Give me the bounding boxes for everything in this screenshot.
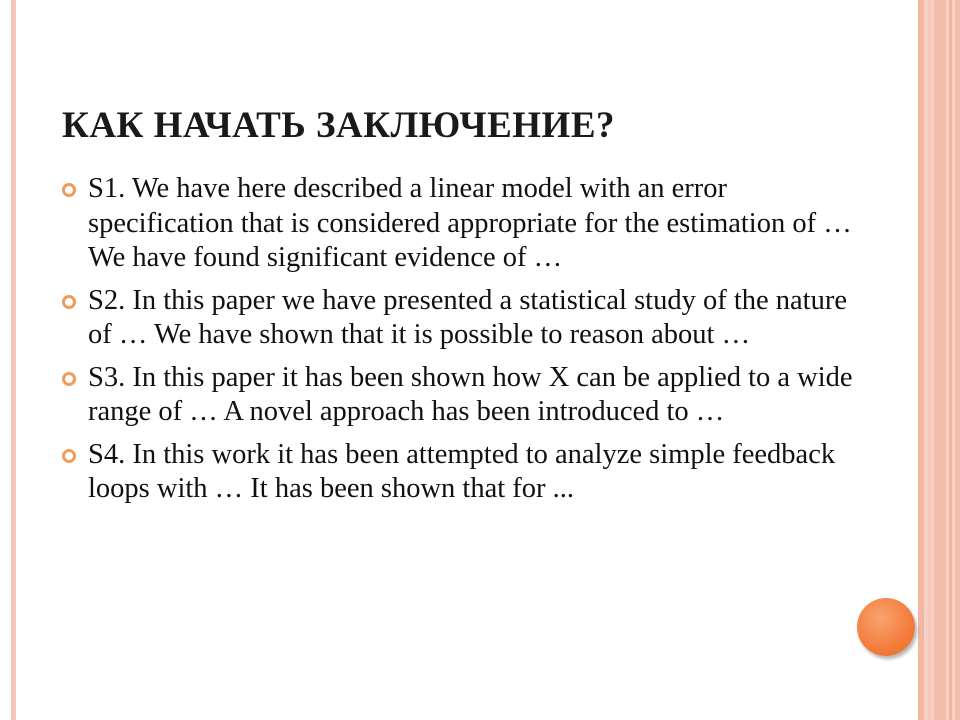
bullet-circle-icon: [62, 372, 76, 386]
bullet-item: [62, 438, 862, 507]
bullet-item: [62, 361, 862, 430]
bullet-text: S4. In this work it has been attempted to analyze simple feedback loops with … It has been shown that for ...: [88, 438, 836, 504]
bullet-item: [62, 172, 862, 276]
slide-title: КАК НАЧАТЬ ЗАКЛЮЧЕНИЕ?: [62, 105, 615, 146]
bullet-item: [62, 284, 862, 353]
orange-circle-icon: [857, 598, 915, 656]
bullet-circle-icon: [62, 449, 76, 463]
bullet-circle-icon: [62, 183, 76, 197]
bullet-text: S2. In this paper we have presented a statistical study of the nature of … We have shown that it is possible to reason about …: [88, 284, 847, 350]
bullet-circle-icon: [62, 295, 76, 309]
bullet-list: [62, 172, 862, 515]
bullet-text: S1. We have here described a linear model with an error specification that is considered appropriate for the estimation of … We have found significant evidence of …: [88, 173, 852, 273]
left-frame-line: [11, 0, 16, 720]
right-decorative-stripes: [918, 0, 960, 720]
bullet-text: S3. In this paper it has been shown how X can be applied to a wide range of … A novel approach has been introduced to …: [88, 361, 853, 427]
